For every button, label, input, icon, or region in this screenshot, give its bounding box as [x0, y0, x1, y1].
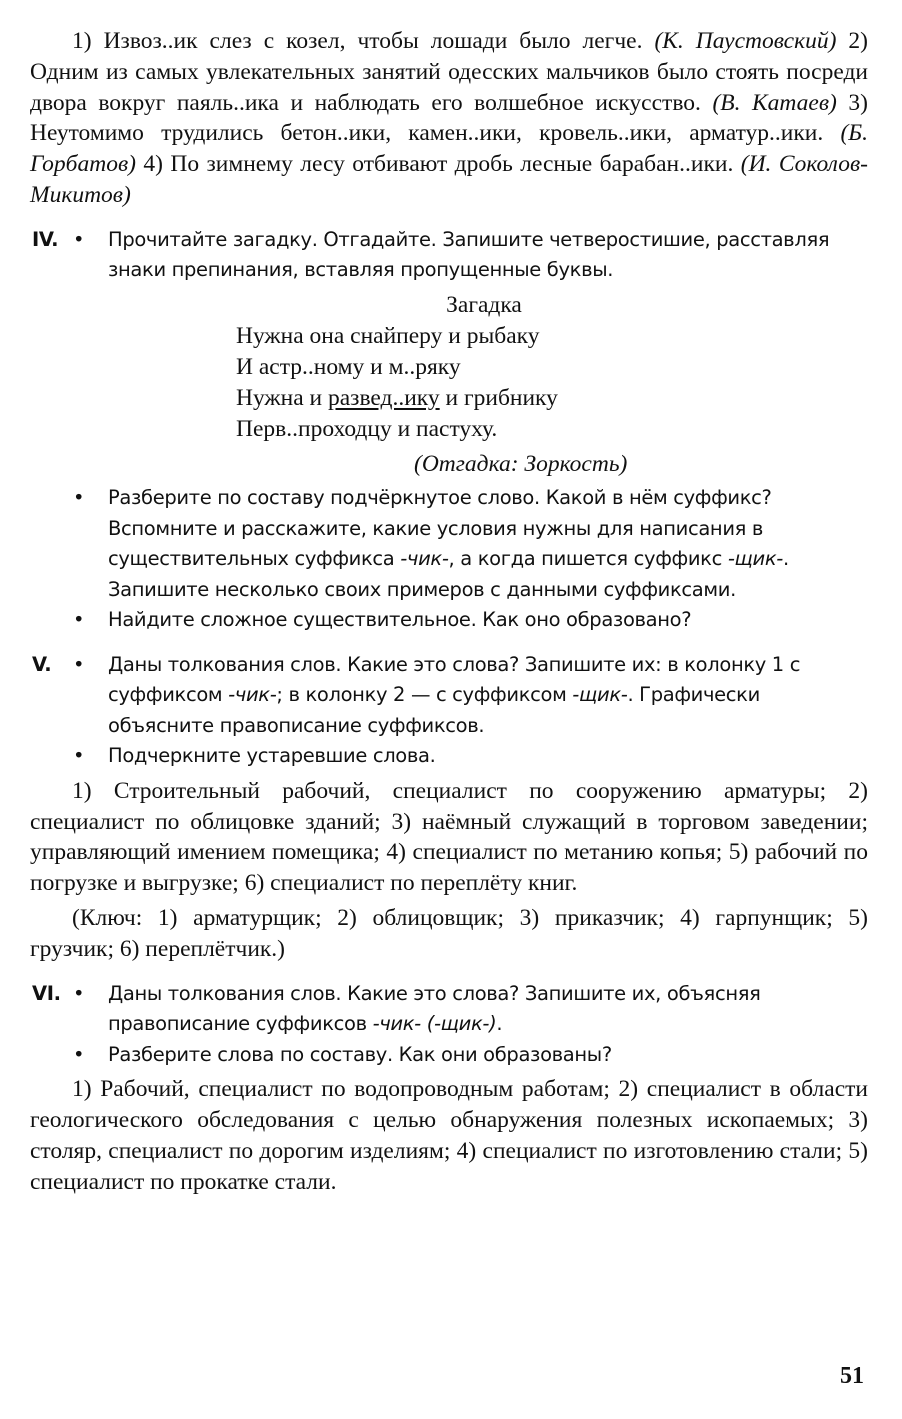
task-iv-instruction	[30, 225, 868, 286]
author-4: (И. Соколов-Микитов)	[30, 151, 868, 208]
task-v-bullet-2	[30, 741, 868, 772]
poem-line-3-start: Нужна и	[236, 384, 328, 411]
underlined-word: развед..ику	[327, 384, 440, 411]
bullet-text: Разберите слова по составу. Как они образованы?	[108, 1042, 612, 1066]
author-3: (Б. Горбатов)	[30, 120, 868, 178]
task-v-key: (Ключ: 1) арматурщик; 2) облицовщик; 3) приказчик; 4) гарпунщик; 5) грузчик; 6) переплётчик.)	[30, 905, 868, 962]
task-v-definitions: 1) Строительный рабочий, специалист по сооружению арматуры; 2) специалист по облицовке зданий; 3) наёмный служащий в торговом заведении; управляющий имением помещика; 4) специалист по метанию копья; 5) рабочий по погрузке и выгрузке; 6) специалист по переплёту книг.	[30, 777, 868, 897]
bullet-icon: •	[73, 1042, 85, 1066]
instruction-text-a: Даны толкования слов. Какие это слова? Запишите их, объясняя правописание суффиксов	[108, 981, 761, 1036]
page-number: 51	[840, 1363, 864, 1389]
task-number: VI.	[32, 981, 61, 1005]
bullet-text-b: , а когда пишется суффикс	[448, 547, 728, 571]
riddle-poem	[236, 321, 868, 445]
task-vi-bullet-2	[30, 1040, 868, 1071]
poem-line-2: И астр..ному и м..ряку	[236, 353, 461, 380]
bullet-icon: •	[73, 744, 85, 768]
task-vi-instruction	[30, 979, 868, 1040]
sentence-1: 1) Извоз..ик слез с козел, чтобы лошади было легче.	[72, 28, 655, 54]
task-v-instruction	[30, 650, 868, 742]
suffix-shchik: -щик-	[727, 547, 783, 571]
task-iv-bullet-2	[30, 605, 868, 636]
bullet-icon: •	[73, 608, 85, 632]
poem-line-4: Перв..проходцу и пастуху.	[236, 415, 498, 442]
intro-sentences	[30, 26, 868, 211]
author-2: (В. Катаев)	[712, 89, 837, 116]
poem-line-3-end: и грибнику	[439, 384, 558, 411]
suffix-chik: -чик-	[228, 683, 277, 707]
bullet-text: Найдите сложное существительное. Как оно образовано?	[108, 608, 692, 632]
bullet-text-c: . Запишите несколько своих примеров с данными суффиксами.	[108, 547, 789, 601]
sentence-3: 3) Неутомимо трудились бетон..ики, камен..ики, кровель..ики, арматур..ики.	[30, 89, 868, 147]
bullet-icon: •	[73, 652, 85, 676]
riddle-answer: (Отгадка: Зоркость)	[414, 450, 628, 477]
sentence-2: 2) Одним из самых увлекательных занятий одесских мальчиков было стоять посреди двора вокруг паяль..ика и наблюдать его волшебное искусство.	[30, 28, 868, 116]
instruction-text-c: . Графически объясните правописание суффиксов.	[108, 683, 760, 737]
bullet-text-a: Разберите по составу подчёркнутое слово. Какой в нём суффикс? Вспомните и расскажите, какие условия нужны для написания в существительных суффикса	[108, 486, 772, 571]
bullet-icon: •	[73, 227, 85, 251]
instruction-text: Прочитайте загадку. Отгадайте. Запишите четверостишие, расставляя знаки препинания, вставляя пропущенные буквы.	[108, 227, 830, 282]
task-number: V.	[32, 652, 52, 676]
poem-line-3	[236, 383, 868, 414]
bullet-text: Подчеркните устаревшие слова.	[108, 744, 436, 768]
bullet-icon: •	[73, 981, 85, 1005]
suffix-chik-shchik: -чик- (-щик-)	[372, 1012, 497, 1036]
bullet-icon: •	[73, 486, 85, 510]
riddle-title: Загадка	[446, 291, 522, 318]
sentence-4: 4) По зимнему лесу отбивают дробь лесные барабан..ики.	[135, 151, 741, 178]
task-number: IV.	[32, 227, 59, 251]
poem-line-1: Нужна она снайперу и рыбаку	[236, 322, 540, 349]
instruction-text-b: ; в колонку 2 — с суффиксом	[276, 683, 573, 707]
task-iv-bullet-1	[30, 483, 868, 605]
author-1: (К. Паустовский)	[654, 28, 837, 54]
instruction-text-b: .	[496, 1012, 503, 1036]
page-content	[30, 26, 868, 1197]
suffix-chik: -чик-	[400, 547, 449, 571]
task-vi-definitions: 1) Рабочий, специалист по водопроводным работам; 2) специалист в области геологического обследования с целью обнаружения полезных ископаемых; 3) столяр, специалист по дорогим изделиям; 4) специалист по изготовлению стали; 5) специалист по прокатке стали.	[30, 1076, 868, 1195]
suffix-shchik: -щик-	[572, 683, 628, 707]
instruction-text-a: Даны толкования слов. Какие это слова? Запишите их: в колонку 1 с суффиксом	[108, 652, 801, 707]
